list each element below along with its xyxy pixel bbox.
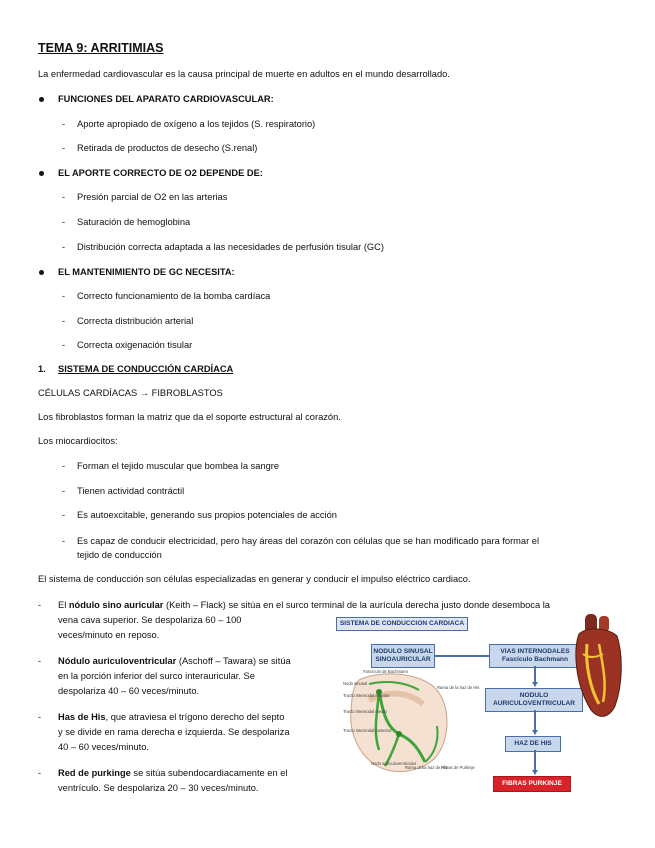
label-nodo-av: Nodo auriculoventricular (371, 761, 417, 766)
term-bold: Nódulo auriculoventricular (58, 656, 177, 666)
heart-anatomy-illustration (573, 614, 623, 724)
list-item: Correcto funcionamiento de la bomba cardíaca (77, 291, 271, 301)
section-heading: EL APORTE CORRECTO DE O2 DEPENDE DE: (58, 168, 263, 178)
dash: - (38, 712, 42, 722)
dash: - (62, 291, 66, 301)
label-tracto-medio: Tracto internodal medio (343, 709, 387, 714)
section-heading: FUNCIONES DEL APARATO CARDIOVASCULAR: (58, 94, 274, 104)
dash: - (62, 536, 66, 546)
label-tracto-anterior: Tracto internodal anterior (343, 693, 390, 698)
fibroblasts-text: Los fibroblastos forman la matriz que da el soporte estructural al corazón. (38, 412, 341, 422)
term-bold: Red de purkinge (58, 768, 131, 778)
dash: - (62, 340, 66, 350)
list-item: Saturación de hemoglobina (77, 217, 191, 227)
arrow-down (532, 770, 538, 775)
arrow-down (532, 682, 538, 687)
section-heading: SISTEMA DE CONDUCCIÓN CARDÍACA (58, 364, 234, 374)
text: , que atraviesa el trígono derecho del septo (105, 712, 285, 722)
conduction-diagram (333, 614, 623, 794)
diagram-header: SISTEMA DE CONDUCCION CARDIACA (336, 617, 468, 631)
section-number: 1. (38, 364, 46, 374)
sa-node-line2: vena cava superior. Se despolariza 60 – 100 (58, 615, 242, 625)
list-item: Distribución correcta adaptada a las necesidades de perfusión tisular (GC) (77, 242, 384, 252)
his-line3: 40 – 60 veces/minuto. (58, 742, 149, 752)
purkinje-line2: ventrículo. Se despolariza 20 – 30 veces/minuto. (58, 783, 259, 793)
connector (534, 750, 536, 772)
dash: - (62, 510, 66, 520)
myocytes-label: Los miocardiocitos: (38, 436, 118, 446)
his-text (58, 711, 284, 723)
connector (534, 710, 536, 732)
term-bold: Has de His (58, 712, 106, 722)
list-item: Es autoexcitable, generando sus propios potenciales de acción (77, 510, 337, 520)
system-text: El sistema de conducción son células especializadas en generar y conducir el impulso eléctrico cardiaco. (38, 574, 471, 584)
box-fibras-purkinje: FIBRAS PURKINJE (493, 776, 571, 792)
bullet (39, 270, 44, 275)
bullet (39, 171, 44, 176)
dash: - (62, 143, 66, 153)
text: (Keith – Flack) se sitúa en el surco terminal de la aurícula derecha justo donde desemboca la (163, 600, 550, 610)
dash: - (38, 656, 42, 666)
bullet (39, 97, 44, 102)
av-node-line3: despolariza 40 – 60 veces/minuto. (58, 686, 200, 696)
page-title: TEMA 9: ARRITIMIAS (38, 41, 164, 55)
av-node-text (58, 655, 291, 667)
text: se sitúa subendocardiacamente en el (130, 768, 288, 778)
list-item: Tienen actividad contráctil (77, 486, 185, 496)
text: (Aschoff – Tawara) se sitúa (176, 656, 291, 666)
cells-line: CÉLULAS CARDÍACAS → FIBROBLASTOS (38, 388, 223, 398)
dash: - (62, 316, 66, 326)
list-item: Retirada de productos de desecho (S.renal) (77, 143, 258, 153)
list-item: Correcta distribución arterial (77, 316, 194, 326)
section-heading: EL MANTENIMIENTO DE GC NECESITA: (58, 267, 235, 277)
box-haz-his: HAZ DE HIS (505, 736, 561, 752)
list-item: Aporte apropiado de oxígeno a los tejidos (S. respiratorio) (77, 119, 316, 129)
dash: - (38, 600, 42, 610)
list-item: Forman el tejido muscular que bombea la sangre (77, 461, 280, 471)
label-nodo-sinusal: Nodo sinusal (343, 681, 368, 686)
purkinje-text (58, 767, 287, 779)
box-sinusal: NODULO SINUSAL SINOAURICULAR (371, 644, 435, 668)
list-item: Correcta oxigenación tisular (77, 340, 193, 350)
his-line2: y se divide en rama derecha e izquierda. Se despolariza (58, 727, 290, 737)
box-vias-internodales: VIAS INTERNODALES Fascículo Bachmann (489, 644, 581, 668)
connector (435, 655, 489, 657)
dash: - (62, 486, 66, 496)
label-rama-dcha: Rama dcha haz de His (405, 765, 448, 770)
dash: - (38, 768, 42, 778)
intro-text: La enfermedad cardiovascular es la causa principal de muerte en adultos en el mundo desarrollado. (38, 69, 450, 79)
sa-node-line3: veces/minuto en reposo. (58, 630, 160, 640)
list-item: Es capaz de conducir electricidad, pero hay áreas del corazón con células que se han modificado para formar el (77, 536, 540, 546)
dash: - (62, 461, 66, 471)
list-item: Presión parcial de O2 en las arterias (77, 192, 228, 202)
label-fibras-purkinje: Fibras de Purkinje (441, 765, 475, 770)
list-item-continued: tejido de conducción (77, 550, 162, 560)
arrow-down (532, 730, 538, 735)
dash: - (62, 242, 66, 252)
label-bachmann: Fascículo de Bachmann (363, 669, 408, 674)
dash: - (62, 217, 66, 227)
label-tracto-posterior: Tracto internodal posterior (343, 728, 392, 733)
av-node-line2: en la porción inferior del surco interauricular. Se (58, 671, 255, 681)
box-nodulo-av: NODULO AURICULOVENTRICULAR (485, 688, 583, 712)
dash: - (62, 192, 66, 202)
term-bold: nódulo sino auricular (68, 600, 164, 610)
sa-node-text (58, 599, 550, 611)
text: El (58, 600, 69, 610)
label-rama-his: Rama de la haz de His (437, 685, 480, 690)
dash: - (62, 119, 66, 129)
